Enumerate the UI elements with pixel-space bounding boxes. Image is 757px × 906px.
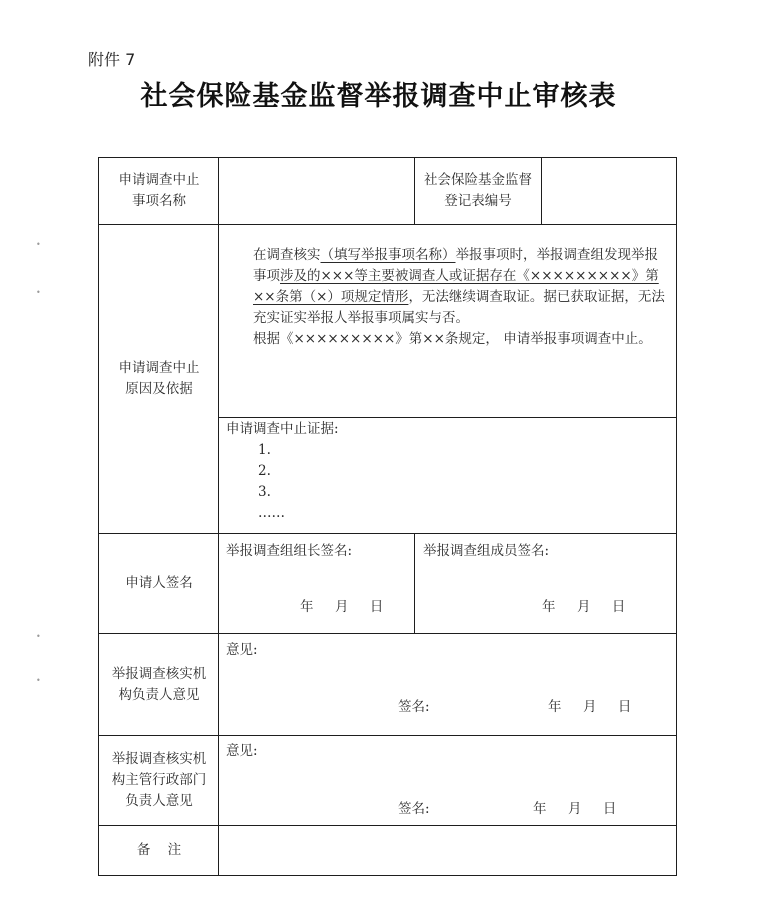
reason-text[interactable] <box>226 245 670 350</box>
attachment-number: 附件 7 <box>88 50 136 69</box>
leader-signature-label[interactable]: 举报调查组组长签名: <box>226 543 353 559</box>
scan-speck: • <box>36 676 41 685</box>
member-sign-date: 年 月 日 <box>542 599 626 615</box>
dept-opinion-label: 举报调查核实机构主管行政部门负责人意见 <box>111 751 207 809</box>
item-name-label-cell <box>100 157 218 224</box>
remarks-field[interactable] <box>220 828 673 872</box>
evidence-item: 2. <box>258 463 271 479</box>
reason-label-cell <box>100 225 218 533</box>
scan-speck: • <box>36 632 41 641</box>
member-signature-label[interactable]: 举报调查组成员签名: <box>423 543 550 559</box>
applicant-signature-label: 申请人签名 <box>125 575 193 591</box>
applicant-label-cell <box>100 534 218 633</box>
column-divider <box>414 157 415 224</box>
column-divider <box>414 533 415 633</box>
reason-label: 申请调查中止原因及依据 <box>118 360 200 397</box>
evidence-heading: 申请调查中止证据: <box>226 421 339 437</box>
head-opinion-label-cell <box>100 634 218 735</box>
review-form-table <box>98 157 677 876</box>
item-name-field[interactable] <box>220 159 412 222</box>
dept-opinion-label-cell <box>100 736 218 825</box>
registration-number-field[interactable] <box>543 159 673 222</box>
evidence-item: …… <box>258 505 285 521</box>
registration-number-label: 社会保险基金监督登记表编号 <box>424 171 532 209</box>
leader-sign-date: 年 月 日 <box>300 599 384 615</box>
column-divider <box>218 157 219 876</box>
dept-opinion-field[interactable]: 意见: <box>226 743 258 759</box>
dept-sign-date: 年 月 日 <box>533 801 617 817</box>
remarks-label: 备 注 <box>136 841 182 858</box>
scan-speck: • <box>36 240 41 249</box>
remarks-label-cell <box>100 826 218 874</box>
scan-speck: • <box>36 288 41 297</box>
registration-label-cell <box>416 157 540 224</box>
dept-signature-label[interactable]: 签名: <box>398 801 430 817</box>
evidence-section[interactable] <box>226 419 339 524</box>
reason-paragraph-2: 根据《×××××××××》第××条规定， 申请举报事项调查中止。 <box>253 331 652 347</box>
head-opinion-label: 举报调查核实机构负责人意见 <box>111 665 207 703</box>
head-signature-label[interactable]: 签名: <box>398 699 430 715</box>
reason-paragraph-1: 在调查核实（填写举报事项名称）举报事项时，举报调查组发现举报事项涉及的×××等主要被调查人或证据存在《×××××××××》第××条第（×）项规定情形，无法继续调查取证。据已获取证据，无法充实证实举报人举报事项属实与否。 <box>253 247 665 326</box>
item-name-label: 申请调查中止事项名称 <box>118 171 200 209</box>
column-divider <box>541 157 542 224</box>
row-divider <box>218 417 677 418</box>
head-sign-date: 年 月 日 <box>548 699 632 715</box>
evidence-item: 3. <box>258 484 271 500</box>
evidence-item: 1. <box>258 442 271 458</box>
form-title: 社会保险基金监督举报调查中止审核表 <box>140 81 617 112</box>
head-opinion-field[interactable]: 意见: <box>226 642 258 658</box>
